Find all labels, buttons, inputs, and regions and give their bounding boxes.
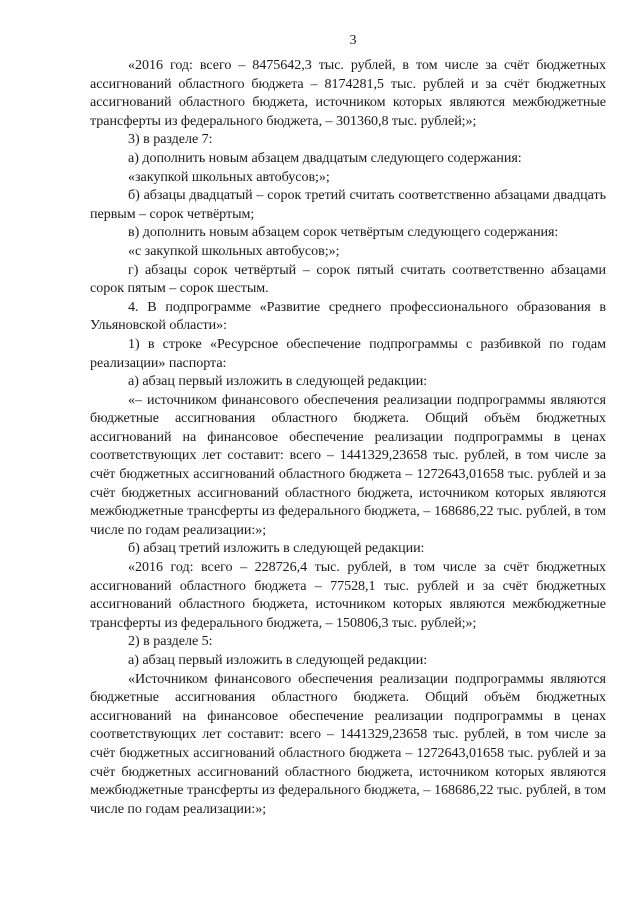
paragraph-2016-quote-2: «2016 год: всего – 228726,4 тыс. рублей, в том числе за счёт бюджетных ассигнований областного бюджета – 77528,1 тыс. рублей и за счёт бюджетных ассигнований областного бюджета, источником которых являются межбюджетные трансферты из федерального бюджета, – 150806,3 тыс. рублей;»; xyxy=(90,559,606,631)
paragraph-2016-totals-quote: «2016 год: всего – 8475642,3 тыс. рублей, в том числе за счёт бюджетных ассигнований областного бюджета – 8174281,5 тыс. рублей и за счёт бюджетных ассигнований областного бюджета, источником которых являются межбюджетные трансферты из федерального бюджета, – 301360,8 тыс. рублей;»; xyxy=(90,57,606,129)
page-number: 3 xyxy=(349,33,357,48)
paragraph-funding-source-quote-2: «Источником финансового обеспечения реализации подпрограммы являются бюджетные ассигнования областного бюджета. Общий объём бюджетных ассигнований на финансовое обеспечение реализации подпрограммы в ценах соответствующих лет составит: всего – 1441329,23658 тыс. рублей, в том числе за счёт бюджетных ассигнований областного бюджета – 1272643,01658 тыс. рублей и за счёт бюджетных ассигнований областного бюджета, источником которых являются межбюджетные трансферты из федерального бюджета, – 168686,22 тыс. рублей, в том числе по годам реализации:»; xyxy=(90,670,606,817)
paragraph-subprogram-4: 4. В подпрограмме «Развитие среднего профессионального образования в Ульяновской области»: xyxy=(90,298,606,334)
paragraph-section-5: 2) в разделе 5: xyxy=(128,633,213,650)
paragraph-item-v-add-44: в) дополнить новым абзацем сорок четвёртым следующего содержания: xyxy=(128,224,559,241)
paragraph-item-a-add-20: а) дополнить новым абзацем двадцатым следующего содержания: xyxy=(128,149,522,166)
paragraph-school-buses-quote: «закупкой школьных автобусов;»; xyxy=(128,168,330,185)
paragraph-resource-row: 1) в строке «Ресурсное обеспечение подпрограммы с разбивкой по годам реализации» паспорта: xyxy=(90,335,606,371)
paragraph-item-b-renumber: б) абзацы двадцатый – сорок третий считать соответственно абзацами двадцать первым – сорок четвёртым; xyxy=(90,187,606,222)
paragraph-item-a-first-abzac-2: а) абзац первый изложить в следующей редакции: xyxy=(128,652,428,668)
paragraph-section-7: 3) в разделе 7: xyxy=(128,131,213,148)
paragraph-item-g-renumber: г) абзацы сорок четвёртый – сорок пятый считать соответственно абзацами сорок пятым – сорок шестым. xyxy=(90,261,606,297)
paragraph-funding-source-quote: «– источником финансового обеспечения реализации подпрограммы являются бюджетные ассигнования областного бюджета. Общий объём бюджетных ассигнований на финансовое обеспечение реализации подпрограммы в ценах соответствующих лет составит: всего – 1441329,23658 тыс. рублей, в том числе за счёт бюджетных ассигнований областного бюджета – 1272643,01658 тыс. рублей и за счёт бюджетных ассигнований областного бюджета, источником которых являются межбюджетные трансферты из федерального бюджета, – 168686,22 тыс. рублей, в том числе по годам реализации:»; xyxy=(90,391,606,538)
paragraph-item-b-third-abzac: б) абзац третий изложить в следующей редакции: xyxy=(128,540,425,557)
paragraph-item-a-first-abzac: а) абзац первый изложить в следующей редакции: xyxy=(128,373,428,390)
paragraph-with-school-buses-quote: «с закупкой школьных автобусов;»; xyxy=(128,242,340,259)
